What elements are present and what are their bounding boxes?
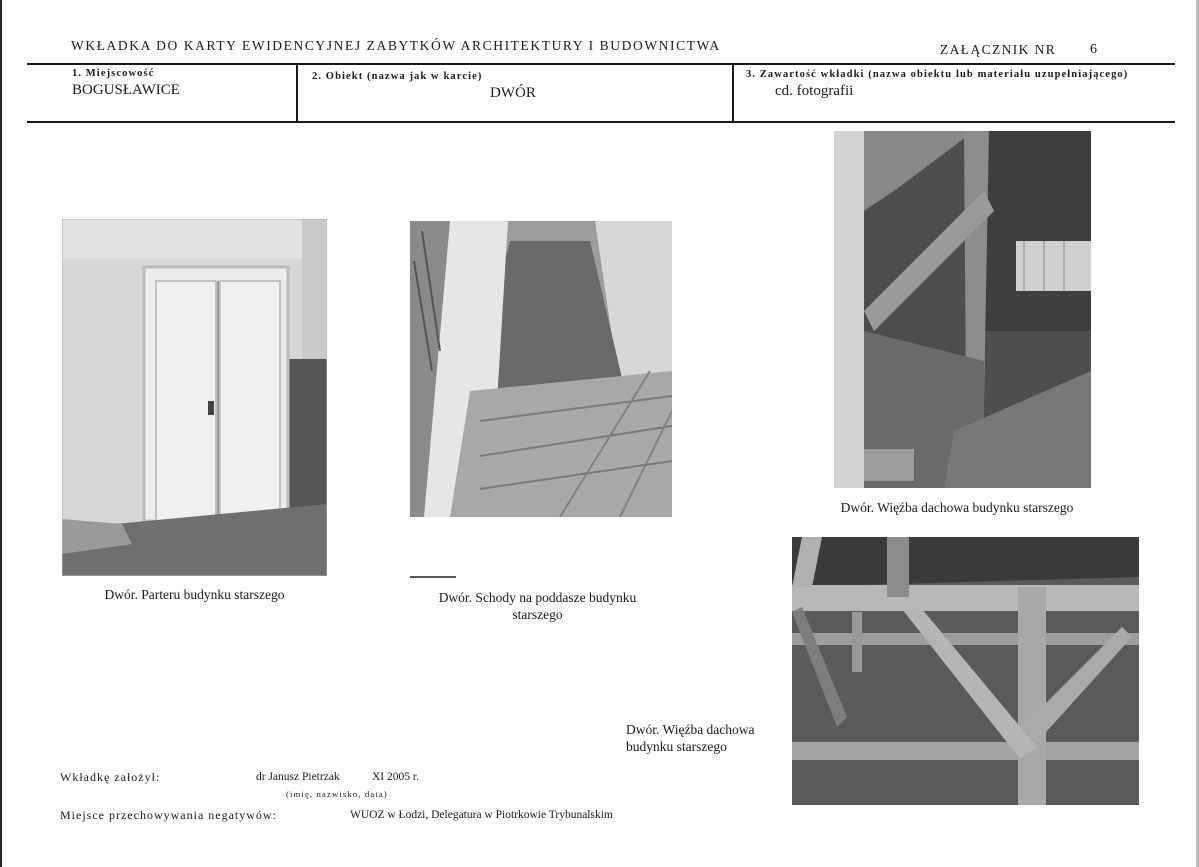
- scan-mark: [410, 576, 456, 578]
- caption-roof-truss-2-line-2: budynku starszego: [626, 739, 727, 754]
- negatives-location: WUOZ w Łodzi, Delegatura w Piotrkowie Trybunalskim: [350, 809, 613, 821]
- caption-ground-floor: Dwór. Parteru budynku starszego: [104, 587, 285, 602]
- document-title: WKŁADKA DO KARTY EWIDENCYJNEJ ZABYTKÓW ARCHITEKTURY I BUDOWNICTWA: [71, 38, 721, 53]
- creation-date: XI 2005 r.: [372, 771, 419, 783]
- contents-label: 3. Zawartość wkładki (nazwa obiektu lub materiału uzupełniającego): [746, 69, 1129, 80]
- object-value: DWÓR: [490, 85, 536, 101]
- caption-roof-truss-2-line-1: Dwór. Więźba dachowa: [626, 722, 755, 737]
- caption-roof-truss-2: [626, 721, 786, 755]
- author-hint: (imię, nazwisko, data): [286, 789, 388, 799]
- contents-value: cd. fotografii: [775, 83, 854, 99]
- photo-stairs-attic: [410, 221, 672, 517]
- header-rule-top: [27, 63, 1175, 65]
- photo-roof-truss-vertical: [834, 131, 1091, 488]
- field-divider-1: [296, 64, 298, 121]
- caption-stairs-line-2: starszego: [512, 607, 563, 622]
- caption-stairs: [410, 589, 665, 623]
- annex-number: 6: [1090, 42, 1097, 57]
- photo-ground-floor-door: [62, 219, 327, 576]
- header-rule-bottom: [27, 121, 1175, 123]
- negatives-label: Miejsce przechowywania negatywów:: [60, 808, 277, 822]
- field-divider-2: [732, 64, 734, 121]
- caption-roof-truss-1: Dwór. Więźba dachowa budynku starszego: [840, 500, 1074, 515]
- photo-roof-truss-horizontal: [792, 537, 1139, 805]
- locality-label: 1. Miejscowość: [72, 68, 155, 79]
- author-name: dr Janusz Pietrzak: [256, 771, 340, 783]
- annex-label: ZAŁĄCZNIK NR: [940, 42, 1057, 57]
- caption-stairs-line-1: Dwór. Schody na poddasze budynku: [438, 590, 637, 605]
- object-label: 2. Obiekt (nazwa jak w karcie): [312, 71, 483, 82]
- scan-left-edge: [0, 0, 2, 867]
- created-by-label: Wkładkę założył:: [60, 770, 161, 784]
- locality-value: BOGUSŁAWICE: [72, 82, 180, 98]
